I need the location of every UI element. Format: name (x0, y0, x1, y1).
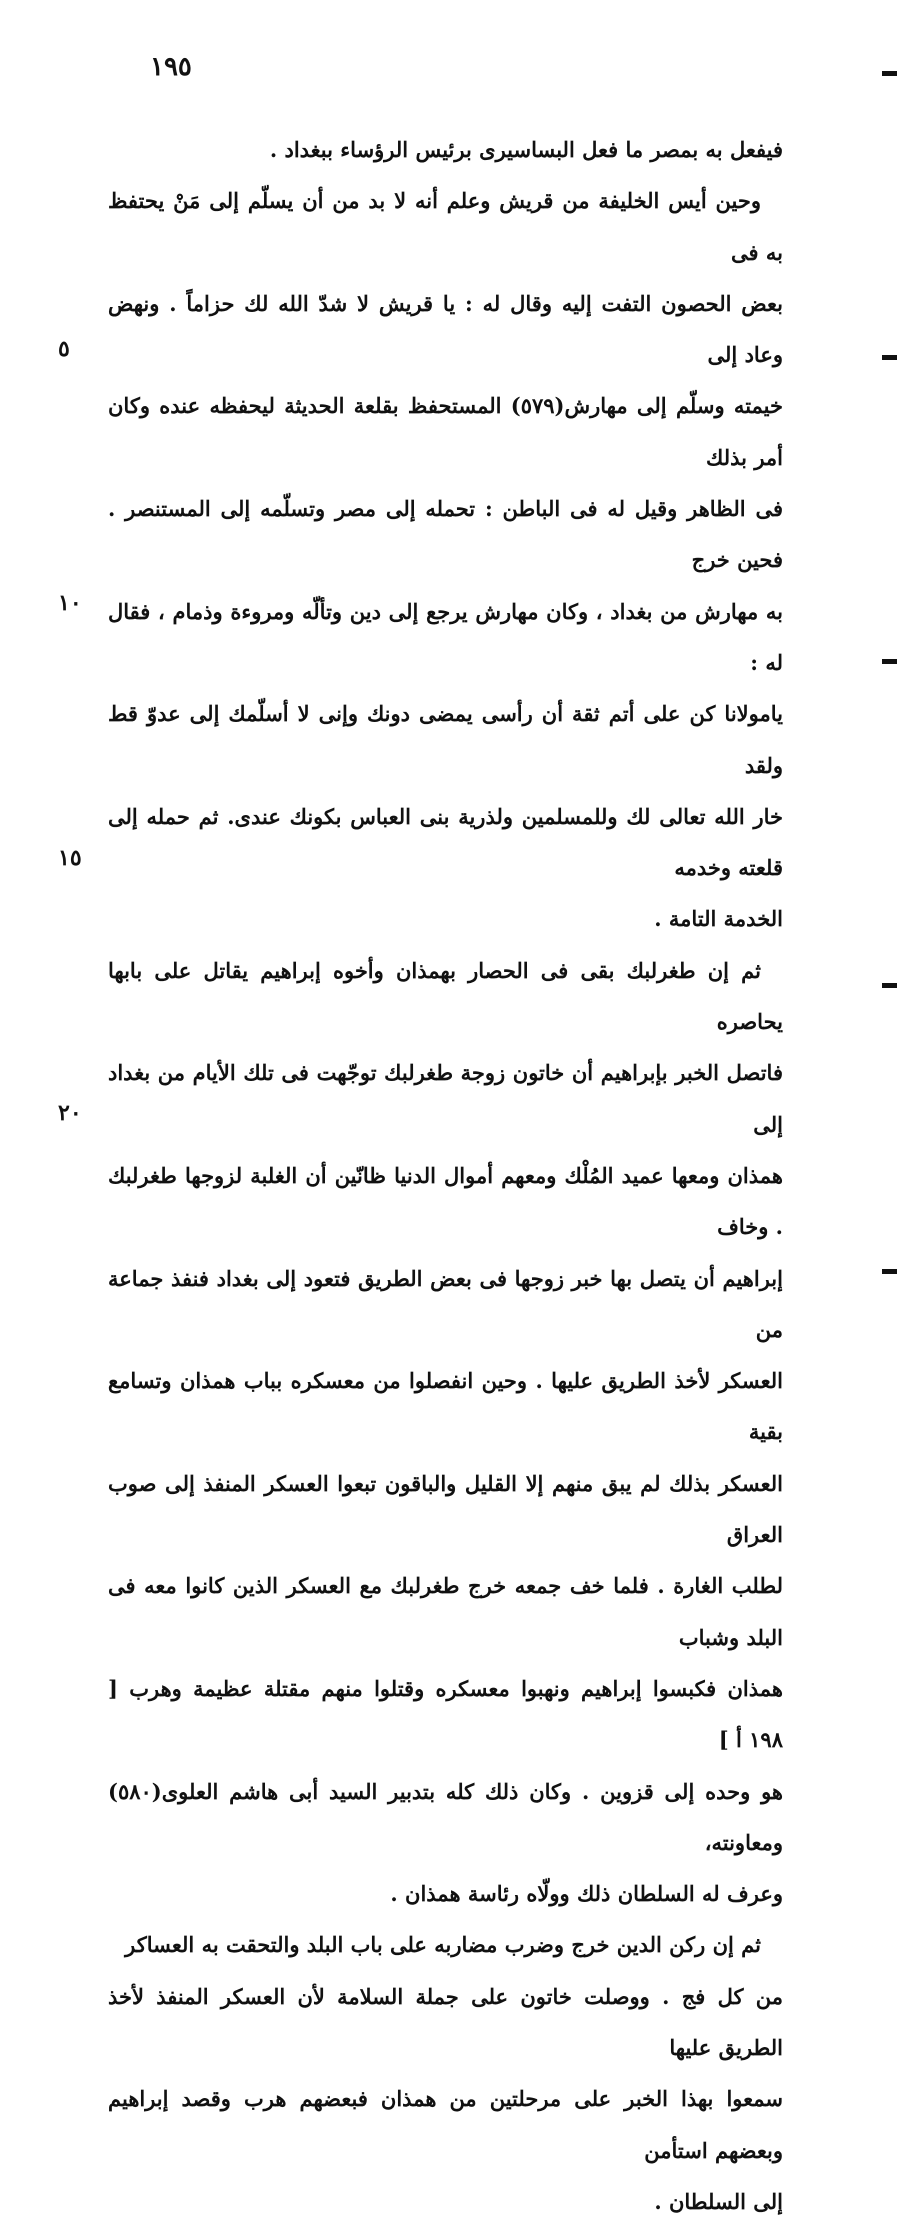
line-number: ٢٠ (58, 1100, 82, 1126)
text-line: لطلب الغارة . فلما خف جمعه خرج طغرلبك مع العسكر الذين كانوا معه فى البلد وشباب (108, 1573, 783, 1650)
body-text (108, 124, 783, 2227)
line-number: ١٥ (58, 845, 82, 871)
text-line: وحين أيس الخليفة من قريش وعلم أنه لا بد من أن يسلّم إلى مَنْ يحتفظ به فى (108, 188, 783, 265)
text-line: الخدمة التامة . (654, 906, 783, 932)
text-line: هو وحده إلى قزوين . وكان ذلك كله بتدبير السيد أبى هاشم العلوى(٥٨٠) ومعاونته، (108, 1778, 783, 1855)
text-line: ثم إن طغرلبك بقى فى الحصار بهمذان وأخوه إبراهيم يقاتل على بابها يحاصره (108, 957, 783, 1035)
line-number: ١٠ (58, 590, 82, 616)
text-line: إبراهيم أن يتصل بها خبر زوجها فى بعض الطريق فتعود إلى بغداد فنفذ جماعة من (108, 1265, 783, 1342)
text-line: همذان ومعها عميد المُلْك ومعهم أموال الدنيا ظانّين أن الغلبة لزوجها طغرلبك . وخاف (108, 1162, 783, 1240)
scan-edge-mark (882, 1269, 897, 1274)
text-line: فاتصل الخبر بإبراهيم أن خاتون زوجة طغرلبك توجّهت فى تلك الأيام من بغداد إلى (108, 1060, 783, 1137)
text-line: خار الله تعالى لك وللمسلمين ولذرية بنى العباس بكونك عندى. ثم حمله إلى قلعته وخدمه (108, 803, 783, 881)
text-line: العسكر لأخذ الطريق عليها . وحين انفصلوا من معسكره بباب همذان وتسامع بقية (108, 1368, 783, 1445)
scan-edge-mark (882, 983, 897, 988)
text-line: فيفعل به بمصر ما فعل البساسيرى برئيس الرؤساء ببغداد . (269, 137, 783, 162)
text-line: فى الظاهر وقيل له فى الباطن : تحمله إلى مصر وتسلّمه إلى المستنصر . فحين خرج (108, 496, 783, 573)
scan-edge-mark (882, 659, 897, 664)
text-line: إلى السلطان . (654, 2188, 783, 2214)
text-line: العسكر بذلك لم يبق منهم إلا القليل والباقون تبعوا العسكر المنفذ إلى صوب العراق (108, 1470, 783, 1548)
text-line: ثم إن ركن الدين خرج وضرب مضاربه على باب البلد والتحقت به العساكر (125, 1932, 761, 1958)
page-number: ١٩٥ (150, 52, 192, 82)
text-line: سمعوا بهذا الخبر على مرحلتين من همذان فبعضهم هرب وقصد إبراهيم وبعضهم استأمن (108, 2086, 783, 2163)
text-line: همذان فكبسوا إبراهيم ونهبوا معسكره وقتلوا منهم مقتلة عظيمة وهرب [ ١٩٨ أ ] (108, 1675, 783, 1753)
text-line: وعرف له السلطان ذلك وولّاه رئاسة همذان . (390, 1881, 783, 1907)
text-line: من كل فج . ووصلت خاتون على جملة السلامة لأن العسكر المنفذ لأخذ الطريق عليها (108, 1983, 783, 2060)
text-line: بعض الحصون التفت إليه وقال له : يا قريش لا شدّ الله لك حزاماً . ونهض وعاد إلى (108, 290, 783, 368)
scan-edge-mark (882, 71, 897, 76)
text-line: خيمته وسلّم إلى مهارش(٥٧٩) المستحفظ بقلعة الحديثة ليحفظه عنده وكان أمر بذلك (108, 393, 783, 470)
line-number: ٥ (58, 336, 70, 362)
scan-edge-mark (882, 355, 897, 360)
text-line: به مهارش من بغداد ، وكان مهارش يرجع إلى دين وتألّه ومروءة وذمام ، فقال له : (108, 598, 783, 675)
text-line: يامولانا كن على أتم ثقة أن رأسى يمضى دونك وإنى لا أسلّمك إلى عدوّ قط ولقد (108, 701, 783, 778)
